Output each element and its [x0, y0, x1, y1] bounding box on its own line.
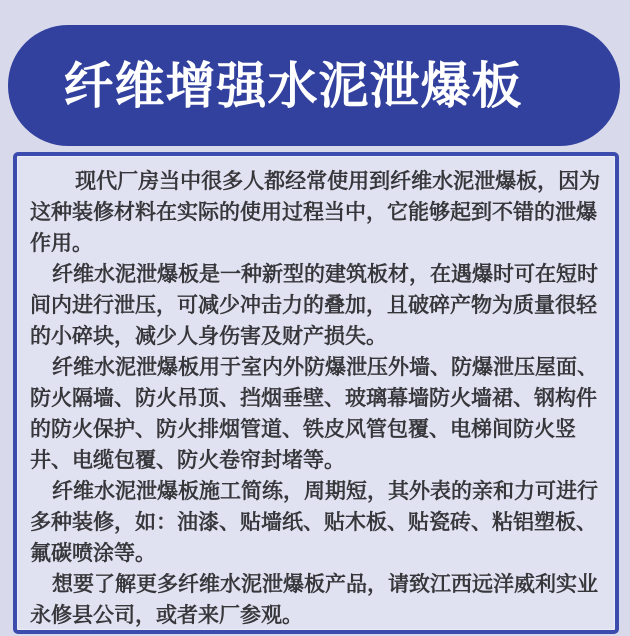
- content-panel: [13, 152, 619, 634]
- page-title: 纤维增强水泥泄爆板: [63, 57, 523, 114]
- title-banner: [8, 25, 620, 146]
- paragraph-material-properties: 纤维水泥泄爆板是一种新型的建筑板材，在遇爆时可在短时间内进行泄压，可减少冲击力的叠加，且破碎产物为质量很轻的小碎块，减少人身伤害及财产损失。: [30, 263, 599, 348]
- paragraph-installation-finishes: 纤维水泥泄爆板施工简练，周期短，其外表的亲和力可进行多种装修，如：油漆、贴墙纸、贴木板、贴瓷砖、粘铝塑板、氟碳喷涂等。: [30, 480, 599, 565]
- paragraph-intro: 现代厂房当中很多人都经常使用到纤维水泥泄爆板，因为这种装修材料在实际的使用过程当中，它能够起到不错的泄爆作用。: [30, 170, 601, 255]
- paragraph-contact: 想要了解更多纤维水泥泄爆板产品，请致江西远洋威利实业永修县公司，或者来厂参观。: [30, 573, 599, 627]
- paragraph-applications: 纤维水泥泄爆板用于室内外防爆泄压外墙、防爆泄压屋面、防火隔墙、防火吊顶、挡烟垂壁、玻璃幕墙防火墙裙、钢构件的防火保护、防火排烟管道、铁皮风管包覆、电梯间防火竖井、电缆包覆、防火卷帘封堵等。: [30, 356, 599, 472]
